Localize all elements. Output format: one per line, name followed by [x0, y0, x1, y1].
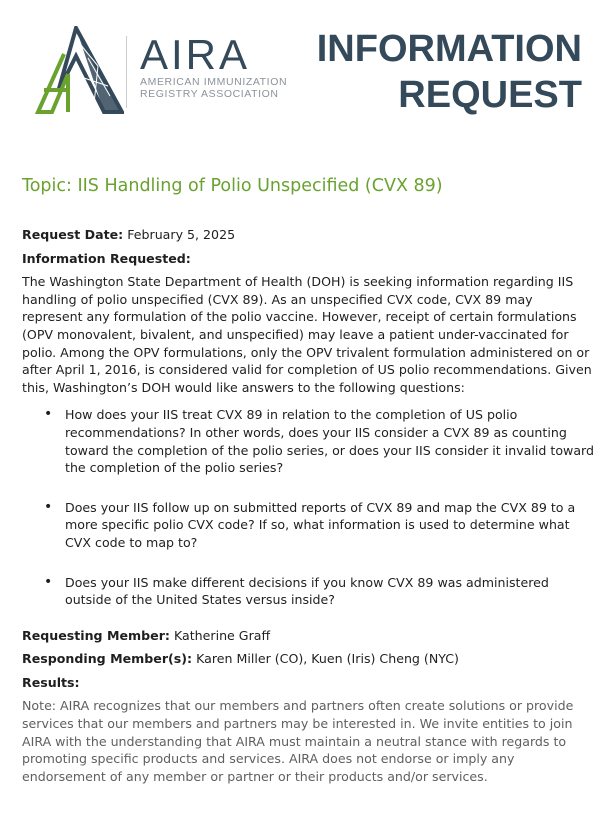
question-list: [22, 406, 596, 608]
request-date: [22, 226, 596, 244]
information-requested-heading: [22, 250, 596, 268]
question-item: • Does your IIS make different decisions if you know CVX 89 was administered outside of the United States versus inside?: [65, 574, 596, 609]
requesting-member-value: Katherine Graff: [169, 627, 271, 643]
topic-heading: Topic: IIS Handling of Polio Unspecified (CVX 89): [22, 176, 443, 196]
request-paragraph: The Washington State Department of Health (DOH) is seeking information regarding IIS handling of polio unspecified (CVX 89). As an unspecified CVX code, CVX 89 may represent any formulation of the polio vaccine. However, receipt of certain formulations (OPV monovalent, bivalent, and unspecified) may leave a patient under-vaccinated for polio. Among the OPV formulations, only the OPV trivalent formulation administered on or after April 1, 2016, is considered valid for completion of US polio recommendations. Given this, Washington’s DOH would like answers to the following questions:: [22, 274, 592, 395]
responding-members-value: Karen Miller (CO), Kuen (Iris) Cheng (NYC): [192, 651, 459, 667]
information-requested-label: Information Requested:: [22, 250, 191, 266]
logo-divider: [126, 36, 127, 108]
question-item: • How does your IIS treat CVX 89 in relation to the completion of US polio recommendations? In other words, does your IIS consider a CVX 89 as counting toward the completion of the polio series, or does your IIS consider it invalid toward the completion of the polio series?: [65, 406, 596, 476]
responding-members: [22, 650, 596, 668]
results-heading: [22, 674, 596, 692]
request-date-value: February 5, 2025: [123, 227, 236, 242]
logo-subtitle-2: REGISTRY ASSOCIATION: [140, 88, 279, 100]
document-title: [317, 26, 582, 118]
document-body: [22, 226, 596, 795]
aira-a-logo-icon: [28, 26, 124, 116]
disclaimer-note: Note: AIRA recognizes that our members and partners often create solutions or provide services that our members and partners may be interested in. We invite entities to join AIRA with the understanding that AIRA must maintain a neutral stance with regards to promoting specific products and services. AIRA does not endorse or imply any endorsement of any member or partner or their products and/or services.: [22, 698, 574, 784]
requesting-member-label: Requesting Member:: [22, 627, 170, 643]
requesting-member: [22, 627, 596, 645]
logo-name: AIRA: [140, 31, 251, 78]
logo-subtitle-1: AMERICAN IMMUNIZATION: [140, 76, 288, 88]
logo-text: [140, 31, 288, 100]
request-date-label: Request Date:: [22, 227, 124, 242]
responding-members-label: Responding Member(s):: [22, 651, 193, 667]
question-item: • Does your IIS follow up on submitted reports of CVX 89 and map the CVX 89 to a more specific polio CVX code? If so, what information is used to determine what CVX code to map to?: [65, 499, 596, 552]
title-line-2: REQUEST: [398, 74, 582, 116]
title-line-1: INFORMATION: [316, 28, 582, 70]
results-label: Results:: [22, 674, 80, 690]
aira-logo: [28, 26, 288, 118]
